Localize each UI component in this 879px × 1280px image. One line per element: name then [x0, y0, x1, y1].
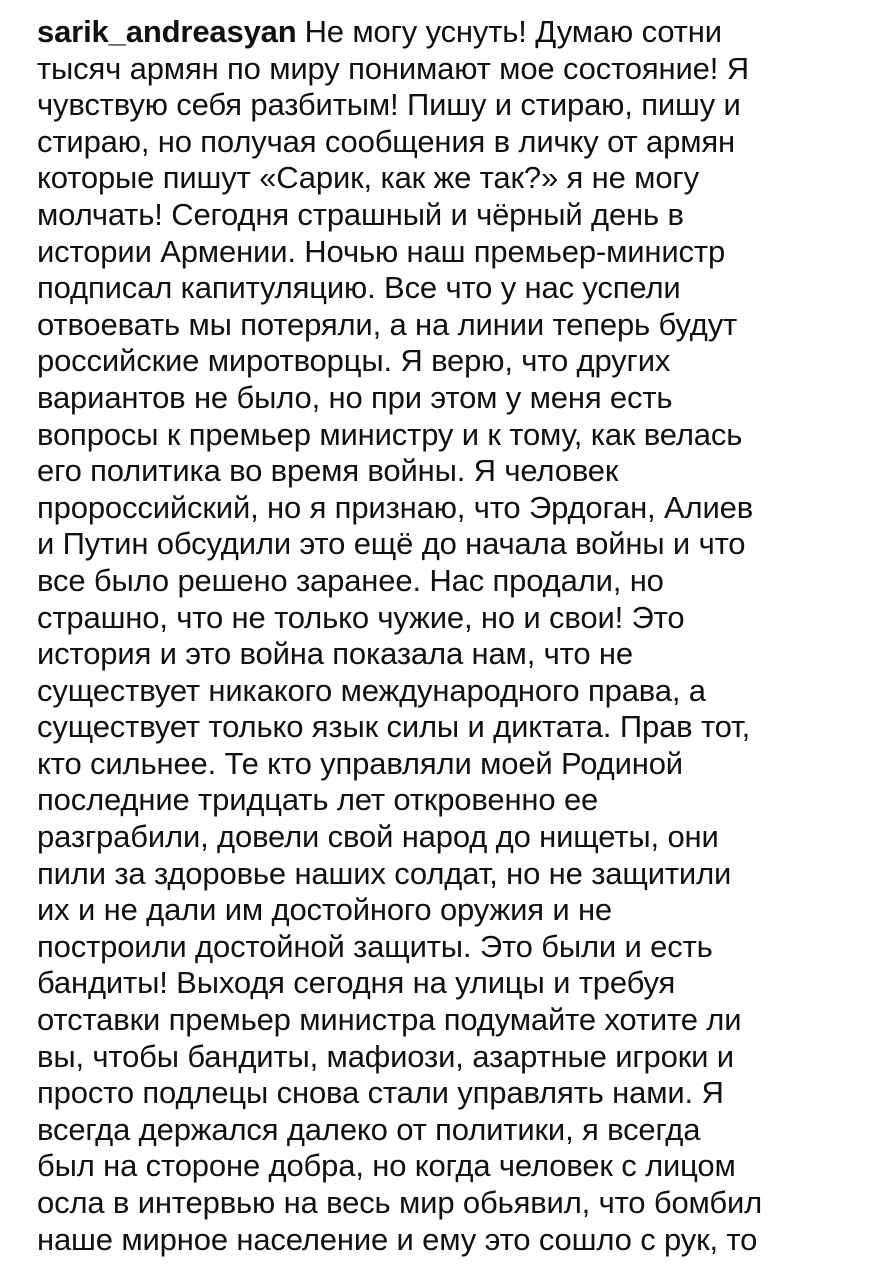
- caption-line-text: Не могу уснуть! Думаю сотни: [304, 14, 722, 49]
- caption-line: существует никакого международного права, а: [37, 672, 706, 708]
- caption-line: отвоевать мы потеряли, а на линии теперь будут: [37, 306, 738, 342]
- caption-line: наше мирное население и ему это сошло с рук, то: [37, 1221, 758, 1257]
- caption-line: истории Армении. Ночью наш премьер-министр: [37, 233, 726, 269]
- caption-text: [37, 14, 837, 1258]
- caption-line: пили за здоровье наших солдат, но не защитили: [37, 855, 732, 891]
- caption-line: последние тридцать лет откровенно ее: [37, 782, 599, 818]
- caption-line: их и не дали им достойного оружия и не: [37, 892, 613, 928]
- caption-line: построили достойной защиты. Это были и есть: [37, 928, 713, 964]
- username-link[interactable]: sarik_andreasyan: [37, 14, 297, 49]
- caption-line: [37, 14, 837, 51]
- caption-line: был на стороне добра, но когда человек с лицом: [37, 1148, 736, 1184]
- caption-line: чувствую себя разбитым! Пишу и стираю, пишу и: [37, 87, 741, 123]
- caption-line: просто подлецы снова стали управлять нами. Я: [37, 1075, 724, 1111]
- caption-line: вы, чтобы бандиты, мафиози, азартные игроки и: [37, 1038, 734, 1074]
- caption-line: стираю, но получая сообщения в личку от армян: [37, 123, 735, 159]
- caption-line: осла в интервью на весь мир обьявил, что бомбил: [37, 1185, 763, 1220]
- caption-line: молчать! Сегодня страшный и чёрный день в: [37, 196, 684, 232]
- caption-line: и Путин обсудили это ещё до начала войны и что: [37, 526, 746, 562]
- caption-line: вопросы к премьер министру и к тому, как велась: [37, 416, 743, 452]
- caption-line: все было решено заранее. Нас продали, но: [37, 562, 664, 598]
- caption-line: вариантов не было, но при этом у меня есть: [37, 379, 673, 415]
- caption-line: которые пишут «Сарик, как же так?» я не могу: [37, 160, 699, 196]
- caption-line: страшно, что не только чужие, но и свои! Это: [37, 599, 685, 635]
- caption-line: российские миротворцы. Я верю, что других: [37, 343, 671, 379]
- caption-line: тысяч армян по миру понимают мое состояние! Я: [37, 50, 749, 86]
- caption-line: подписал капитуляцию. Все что у нас успели: [37, 270, 681, 306]
- caption-line: история и это война показала нам, что не: [37, 636, 633, 672]
- caption-line: разграбили, довели свой народ до нищеты, они: [37, 819, 719, 855]
- caption-line: всегда держался далеко от политики, я всегда: [37, 1111, 701, 1147]
- caption-line: пророссийский, но я признаю, что Эрдоган, Алиев: [37, 489, 754, 525]
- caption-line: кто сильнее. Те кто управляли моей Родиной: [37, 745, 683, 781]
- caption-line: бандиты! Выходя сегодня на улицы и требуя: [37, 965, 676, 1001]
- caption-line: его политика во время войны. Я человек: [37, 453, 619, 489]
- caption-line: существует только язык силы и диктата. Прав тот,: [37, 709, 751, 745]
- caption-line: отставки премьер министра подумайте хотите ли: [37, 1002, 742, 1038]
